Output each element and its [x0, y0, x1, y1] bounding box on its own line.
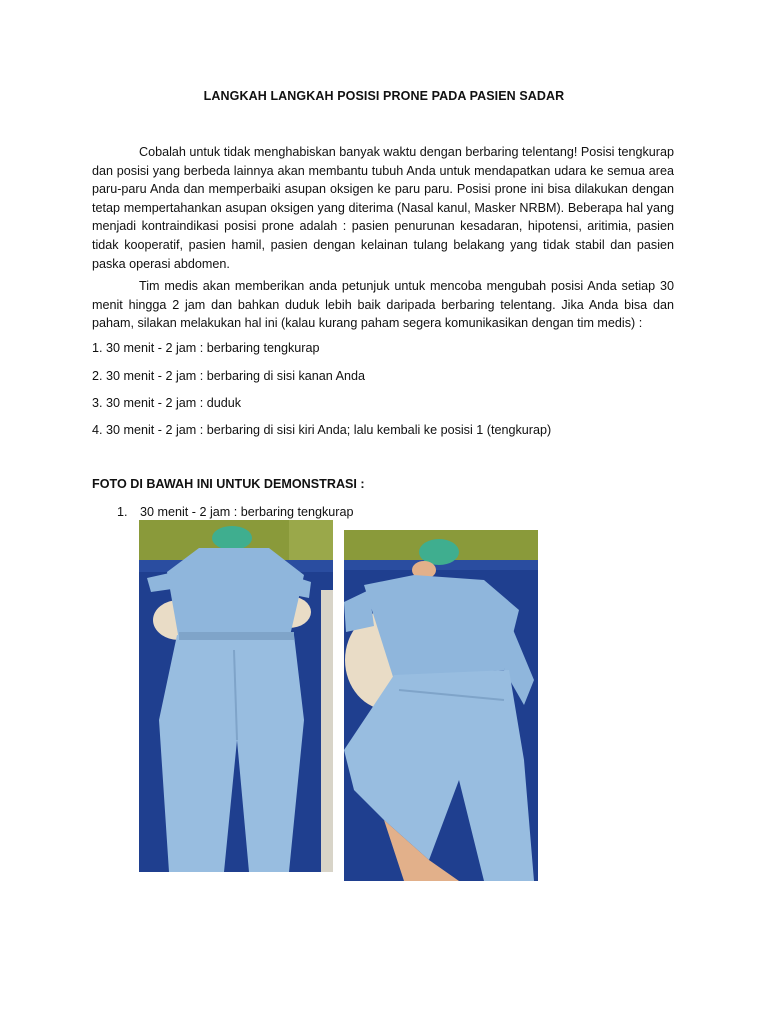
- demo-item-text: 30 menit - 2 jam : berbaring tengkurap: [140, 505, 354, 519]
- demo-item-number: 1.: [117, 505, 128, 519]
- prone-photo-side-view: [344, 530, 538, 881]
- instructions-paragraph: Tim medis akan memberikan anda petunjuk untuk mencoba mengubah posisi Anda setiap 30 menit hingga 2 jam dan bahkan duduk lebih baik daripada berbaring telentang. Jika Anda bisa dan paham, silakan melakukan hal ini (kalau kurang paham segera komunikasikan dengan tim medis) :: [92, 279, 674, 331]
- step-item: 4. 30 menit - 2 jam : berbaring di sisi kiri Anda; lalu kembali ke posisi 1 (tengkurap): [92, 423, 552, 437]
- document-title: LANGKAH LANGKAH POSISI PRONE PADA PASIEN SADAR: [203, 89, 565, 103]
- step-item: 1. 30 menit - 2 jam : berbaring tengkurap: [92, 341, 320, 355]
- step-item: 2. 30 menit - 2 jam : berbaring di sisi kanan Anda: [92, 369, 366, 383]
- intro-paragraph: Cobalah untuk tidak menghabiskan banyak waktu dengan berbaring telentang! Posisi tengkurap dan posisi yang berbeda lainnya akan membantu tubuh Anda untuk mendapatkan udara ke semua area paru-paru Anda dan memperbaiki asupan oksigen ke paru paru. Posisi prone ini bisa dilakukan dengan tetap mempertahankan asupan oksigen yang diterima (Nasal kanul, Masker NRBM). Beberapa hal yang menjadi kontraindikasi posisi prone adalah : pasien penurunan kesadaran, hipotensi, aritimia, pasien tidak kooperatif, pasien hamil, pasien dengan kelainan tulang belakang yang tidak stabil dan pasien paska operasi abdomen.: [92, 145, 674, 271]
- step-item: 3. 30 menit - 2 jam : duduk: [92, 396, 242, 410]
- prone-photo-back-view: [139, 520, 333, 872]
- demo-list-item: [117, 505, 354, 519]
- demo-heading: FOTO DI BAWAH INI UNTUK DEMONSTRASI :: [92, 477, 365, 491]
